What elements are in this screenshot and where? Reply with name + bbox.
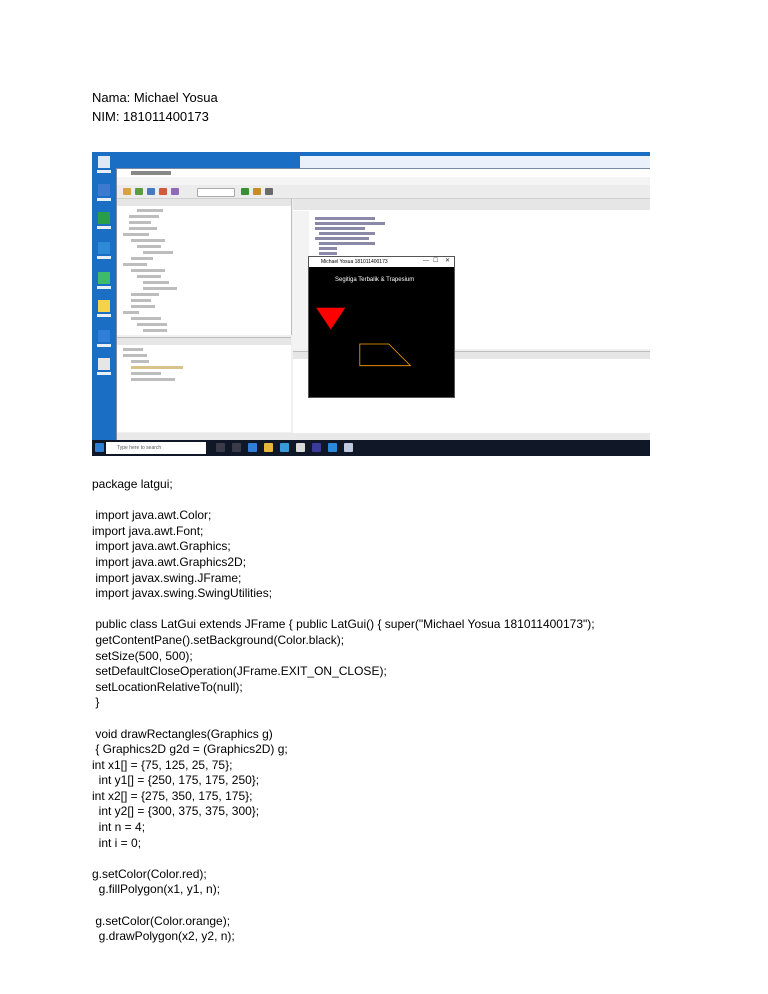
code-line: g.setColor(Color.red);: [92, 866, 207, 881]
code-line: [92, 602, 595, 618]
ide-title-bar: [117, 169, 650, 177]
code-line: [92, 898, 595, 914]
desktop-icon: [96, 156, 112, 176]
code-line: [92, 711, 595, 727]
taskbar: [92, 440, 650, 456]
desktop-icon: [96, 330, 112, 350]
ide-toolbar: [117, 185, 650, 199]
toolbar-icon[interactable]: [123, 188, 131, 195]
toolbar-icon[interactable]: [135, 188, 143, 195]
desktop-icon: [96, 212, 112, 232]
taskbar-icon[interactable]: [312, 443, 321, 452]
close-icon[interactable]: ✕: [445, 258, 451, 264]
code-line: [92, 493, 595, 509]
code-line: import java.awt.Graphics;: [92, 539, 231, 554]
desktop-icon: [96, 300, 112, 320]
code-line: setSize(500, 500);: [92, 648, 193, 663]
app-frame-title: Michael Yosua 181011400173: [321, 259, 388, 265]
source-code: [92, 477, 595, 945]
code-line: int i = 0;: [92, 835, 142, 850]
desktop-icon: [96, 358, 112, 378]
config-dropdown[interactable]: [197, 188, 235, 197]
code-line: [92, 851, 595, 867]
code-line: void drawRectangles(Graphics g): [92, 726, 273, 741]
code-line: g.fillPolygon(x1, y1, n);: [92, 882, 221, 897]
taskbar-icon[interactable]: [248, 443, 257, 452]
code-line: int x1[] = {75, 125, 25, 75};: [92, 757, 233, 772]
code-line: g.drawPolygon(x2, y2, n);: [92, 929, 235, 944]
app-frame: [308, 256, 455, 398]
student-nim: NIM: 181011400173: [92, 109, 209, 124]
search-placeholder: Type here to search: [117, 445, 162, 451]
frame-heading: Segitiga Terbalik & Trapesium: [335, 277, 415, 283]
projects-panel: [117, 199, 292, 335]
taskbar-icon[interactable]: [296, 443, 305, 452]
shapes-canvas: [309, 267, 454, 397]
debug-icon[interactable]: [253, 188, 261, 195]
code-line: }: [92, 695, 100, 710]
toolbar-icon[interactable]: [159, 188, 167, 195]
code-line: import java.awt.Graphics2D;: [92, 554, 247, 569]
code-line: getContentPane().setBackground(Color.black);: [92, 632, 345, 647]
taskbar-icon[interactable]: [216, 443, 225, 452]
code-line: setLocationRelativeTo(null);: [92, 679, 243, 694]
code-line: package latgui;: [92, 477, 173, 491]
minimize-icon[interactable]: —: [423, 258, 429, 264]
taskbar-search[interactable]: [106, 442, 206, 454]
code-line: setDefaultCloseOperation(JFrame.EXIT_ON_CLOSE);: [92, 664, 387, 679]
student-name: Nama: Michael Yosua: [92, 90, 218, 105]
profile-icon[interactable]: [265, 188, 273, 195]
desktop-icon: [96, 272, 112, 292]
code-line: g.setColor(Color.orange);: [92, 913, 231, 928]
toolbar-icon[interactable]: [147, 188, 155, 195]
desktop-icon: [96, 242, 112, 262]
code-line: int x2[] = {275, 350, 175, 175};: [92, 788, 253, 803]
navigator-panel: [117, 337, 291, 432]
code-line: int y1[] = {250, 175, 175, 250};: [92, 773, 260, 788]
start-icon[interactable]: [95, 443, 104, 452]
taskbar-icon[interactable]: [264, 443, 273, 452]
desktop-icon: [96, 184, 112, 204]
orange-trapezoid: [360, 344, 411, 366]
code-line: int y2[] = {300, 375, 375, 300};: [92, 804, 260, 819]
code-line: import java.awt.Color;: [92, 508, 212, 523]
taskbar-icon[interactable]: [328, 443, 337, 452]
taskbar-icon[interactable]: [280, 443, 289, 452]
taskbar-icon[interactable]: [232, 443, 241, 452]
code-line: int n = 4;: [92, 820, 146, 835]
code-line: { Graphics2D g2d = (Graphics2D) g;: [92, 742, 288, 757]
code-line: import javax.swing.SwingUtilities;: [92, 586, 273, 601]
code-line: import javax.swing.JFrame;: [92, 570, 242, 585]
code-line: import java.awt.Font;: [92, 523, 204, 538]
run-icon[interactable]: [241, 188, 249, 195]
taskbar-icon[interactable]: [344, 443, 353, 452]
toolbar-icon[interactable]: [171, 188, 179, 195]
student-header: [92, 88, 218, 126]
maximize-icon[interactable]: ☐: [433, 258, 439, 264]
app-frame-title-bar: [309, 257, 454, 267]
red-triangle: [316, 308, 345, 330]
code-line: public class LatGui extends JFrame { public LatGui() { super("Michael Yosua 181011400173");: [92, 617, 595, 632]
screenshot-image: [92, 152, 650, 456]
ide-menu-bar: [117, 177, 650, 185]
